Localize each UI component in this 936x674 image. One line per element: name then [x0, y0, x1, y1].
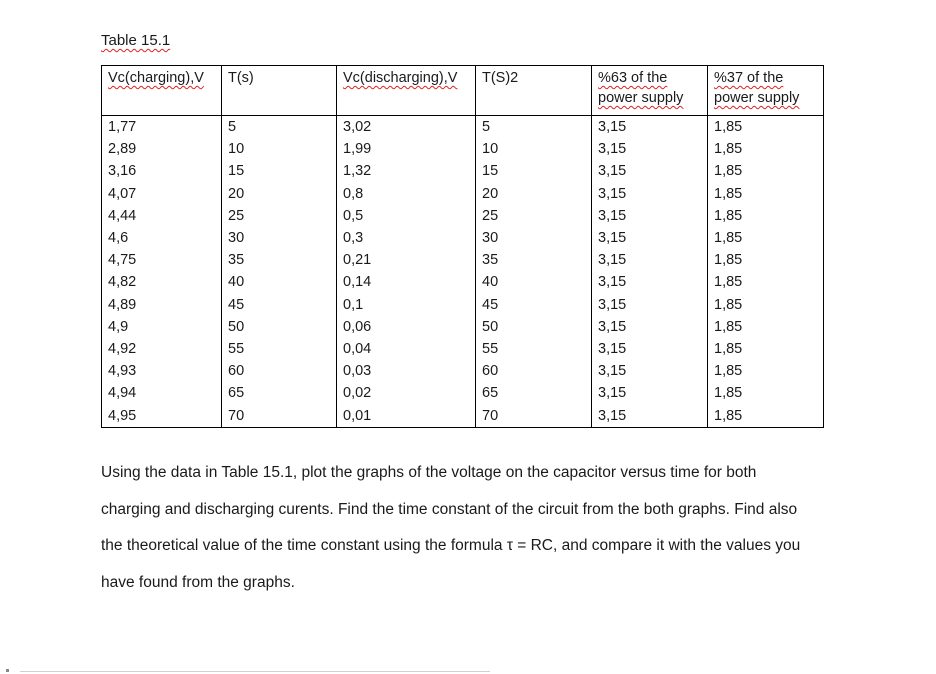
header-vc-discharging: Vc(discharging),V: [337, 66, 476, 116]
table-row: [102, 116, 824, 139]
header-vc-charging: Vc(charging),V: [102, 66, 222, 116]
table-cell: 1,32: [337, 160, 476, 182]
table-cell: 30: [476, 227, 592, 249]
table-cell: 4,07: [102, 183, 222, 205]
table-row: [102, 360, 824, 382]
table-cell: 55: [476, 338, 592, 360]
table-cell: 45: [222, 294, 337, 316]
table-cell: 20: [222, 183, 337, 205]
table-cell: 1,85: [708, 382, 824, 404]
table-cell: 1,77: [102, 116, 222, 139]
table-row: [102, 249, 824, 271]
table-cell: 4,82: [102, 271, 222, 293]
table-cell: 3,15: [592, 160, 708, 182]
table-cell: 60: [222, 360, 337, 382]
table-cell: 15: [222, 160, 337, 182]
table-row: [102, 405, 824, 428]
table-cell: 70: [222, 405, 337, 428]
table-row: [102, 227, 824, 249]
table-caption: [101, 32, 170, 49]
table-cell: 1,99: [337, 138, 476, 160]
table-cell: 65: [476, 382, 592, 404]
table-cell: 4,44: [102, 205, 222, 227]
table-cell: 1,85: [708, 338, 824, 360]
table-cell: 0,1: [337, 294, 476, 316]
table-cell: 1,85: [708, 116, 824, 139]
data-table: [101, 65, 824, 428]
table-cell: 4,93: [102, 360, 222, 382]
table-cell: 30: [222, 227, 337, 249]
table-cell: 50: [476, 316, 592, 338]
table-row: [102, 294, 824, 316]
table-cell: 3,15: [592, 205, 708, 227]
page-bottom-rule: [20, 671, 490, 672]
table-cell: 4,92: [102, 338, 222, 360]
table-cell: 1,85: [708, 294, 824, 316]
table-cell: 4,75: [102, 249, 222, 271]
table-cell: 0,04: [337, 338, 476, 360]
table-cell: 55: [222, 338, 337, 360]
table-cell: 0,8: [337, 183, 476, 205]
table-row: [102, 160, 824, 182]
table-cell: 1,85: [708, 360, 824, 382]
table-row: [102, 138, 824, 160]
table-cell: 3,15: [592, 405, 708, 428]
table-cell: 10: [222, 138, 337, 160]
table-cell: 4,89: [102, 294, 222, 316]
table-cell: 1,85: [708, 227, 824, 249]
table-cell: 3,15: [592, 116, 708, 139]
table-cell: 1,85: [708, 271, 824, 293]
table-cell: 5: [222, 116, 337, 139]
instructions-paragraph: Using the data in Table 15.1, plot the graphs of the voltage on the capacitor versus time for both charging and discharging curents. Find the time constant of the circuit from the both graphs. Find also the theoretical value of the time constant using the formula τ = RC, and compare it with the values you have found from the graphs.: [101, 464, 801, 591]
table-cell: 3,15: [592, 271, 708, 293]
table-row: [102, 271, 824, 293]
table-cell: 5: [476, 116, 592, 139]
table-row: [102, 205, 824, 227]
header-37-percent: %37 of the power supply: [708, 66, 824, 116]
table-cell: 1,85: [708, 205, 824, 227]
table-cell: 4,6: [102, 227, 222, 249]
table-cell: 0,5: [337, 205, 476, 227]
table-cell: 60: [476, 360, 592, 382]
table-cell: 3,16: [102, 160, 222, 182]
header-time-2: T(S)2: [476, 66, 592, 116]
table-cell: 1,85: [708, 249, 824, 271]
table-cell: 15: [476, 160, 592, 182]
table-row: [102, 183, 824, 205]
table-cell: 65: [222, 382, 337, 404]
table-cell: 3,15: [592, 338, 708, 360]
table-cell: 1,85: [708, 316, 824, 338]
table-cell: 0,06: [337, 316, 476, 338]
table-cell: 3,15: [592, 382, 708, 404]
table-cell: 0,14: [337, 271, 476, 293]
table-cell: 0,21: [337, 249, 476, 271]
table-cell: 0,02: [337, 382, 476, 404]
table-cell: 0,03: [337, 360, 476, 382]
table-cell: 4,94: [102, 382, 222, 404]
table-cell: 3,15: [592, 227, 708, 249]
table-row: [102, 316, 824, 338]
table-cell: 40: [222, 271, 337, 293]
table-header-row: [102, 66, 824, 116]
table-cell: 10: [476, 138, 592, 160]
table-cell: 4,9: [102, 316, 222, 338]
page-edge-mark: [6, 669, 9, 672]
table-cell: 45: [476, 294, 592, 316]
table-caption-text: Table 15.1: [101, 32, 171, 49]
table-cell: 1,85: [708, 405, 824, 428]
table-cell: 0,01: [337, 405, 476, 428]
table-cell: 3,15: [592, 316, 708, 338]
table-cell: 1,85: [708, 160, 824, 182]
table-cell: 1,85: [708, 138, 824, 160]
table-cell: 70: [476, 405, 592, 428]
header-time: T(s): [222, 66, 337, 116]
table-cell: 3,15: [592, 249, 708, 271]
header-63-percent: %63 of the power supply: [592, 66, 708, 116]
table-cell: 4,95: [102, 405, 222, 428]
table-cell: 35: [222, 249, 337, 271]
table-cell: 35: [476, 249, 592, 271]
table-cell: 25: [222, 205, 337, 227]
table-cell: 1,85: [708, 183, 824, 205]
table-cell: 20: [476, 183, 592, 205]
table-row: [102, 382, 824, 404]
table-cell: 25: [476, 205, 592, 227]
table-cell: 3,15: [592, 294, 708, 316]
table-cell: 40: [476, 271, 592, 293]
table-cell: 2,89: [102, 138, 222, 160]
table-cell: 3,15: [592, 138, 708, 160]
table-cell: 50: [222, 316, 337, 338]
table-cell: 0,3: [337, 227, 476, 249]
table-cell: 3,15: [592, 183, 708, 205]
table-cell: 3,02: [337, 116, 476, 139]
table-cell: 3,15: [592, 360, 708, 382]
table-row: [102, 338, 824, 360]
